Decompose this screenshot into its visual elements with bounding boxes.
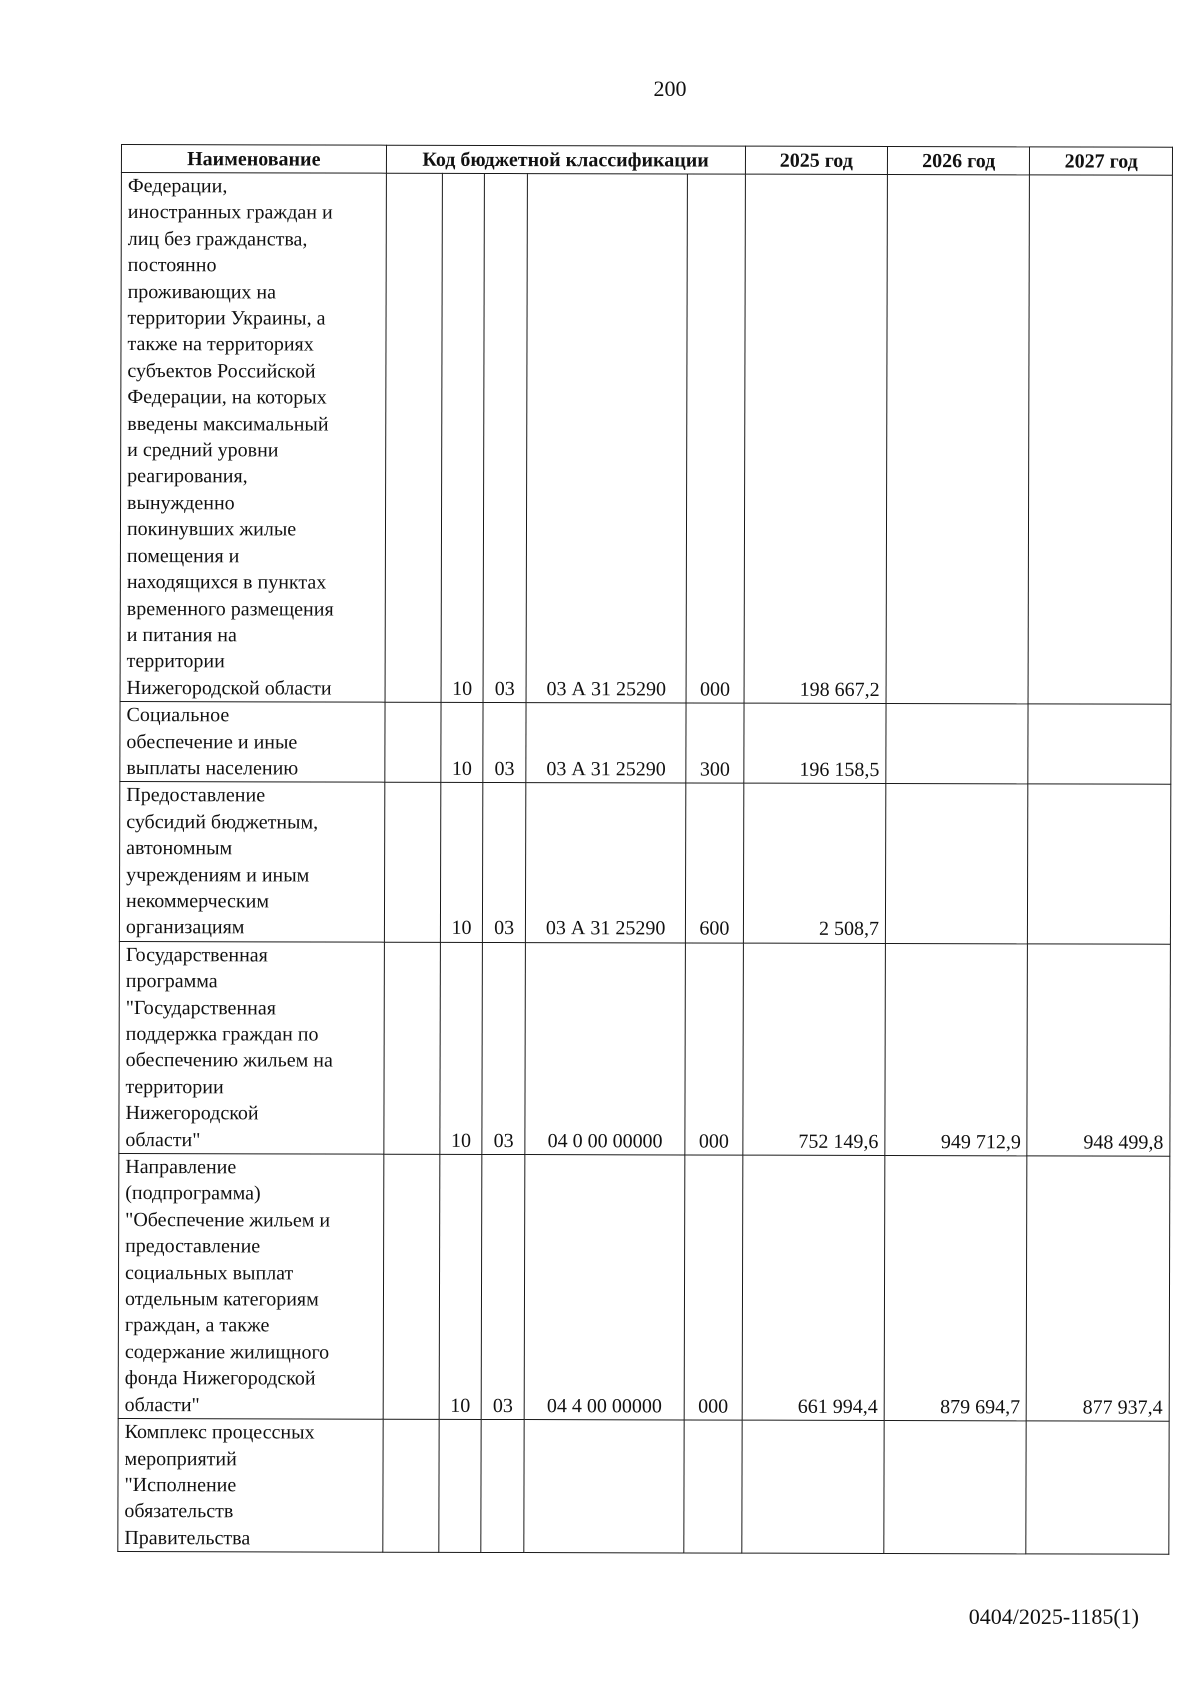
row-name-line: территории (125, 1075, 224, 1099)
page-number: 200 (653, 76, 687, 101)
amount-2026-cell (884, 1421, 1027, 1554)
target-article-cell: 03 А 31 25290 (526, 703, 687, 784)
row-name-line: поддержка граждан по (125, 1023, 319, 1046)
row-name-line: также на территориях (127, 333, 314, 356)
amount-2025-cell: 752 149,6 (742, 943, 885, 1156)
row-name-line: учреждениям и иным (126, 863, 310, 887)
section-code-cell: 10 (441, 173, 485, 702)
header-2027: 2027 год (1030, 147, 1173, 175)
table-row (118, 1154, 1170, 1422)
row-name-line: территории Украины, а (127, 307, 326, 330)
row-name-line: введены максимальный (127, 412, 329, 436)
table-row (120, 702, 1171, 785)
row-name-cell (120, 702, 385, 783)
header-2026: 2026 год (887, 147, 1030, 175)
row-name-cell (120, 173, 386, 703)
row-name-line: иностранных граждан и (127, 201, 333, 224)
row-name-line: Комплекс процессных (124, 1421, 315, 1444)
row-name-line: "Государственная (125, 996, 276, 1020)
target-article-cell: 04 0 00 00000 (525, 942, 686, 1155)
row-name-line: Федерации, (127, 175, 228, 198)
expense-type-cell: 300 (686, 703, 743, 783)
subsection-code-cell: 03 (482, 1154, 525, 1419)
row-name-cell (119, 782, 384, 942)
row-name-line: территории (126, 650, 225, 673)
row-name-line: помещения и (126, 544, 240, 567)
amount-2026-cell: 879 694,7 (884, 1156, 1027, 1421)
row-name-line: (подпрограмма) (125, 1182, 261, 1205)
amount-2026-cell (886, 175, 1030, 704)
target-article-cell (524, 1420, 685, 1553)
row-name-line: организациям (125, 916, 245, 939)
table-row (120, 173, 1172, 705)
amount-2025-cell: 196 158,5 (743, 703, 886, 784)
row-name-line: лиц без гражданства, (127, 227, 308, 251)
row-name-line: содержание жилищного (124, 1340, 330, 1364)
row-name-line: обеспечение и иные (126, 730, 298, 753)
ministry-code-cell (383, 1419, 439, 1552)
amount-2025-cell: 198 667,2 (744, 174, 888, 703)
row-name-line: Нижегородской области (126, 676, 332, 700)
ministry-code-cell (385, 702, 441, 782)
expense-type-cell: 000 (685, 1155, 743, 1420)
amount-2027-cell (1029, 175, 1173, 704)
table-row (118, 1419, 1169, 1555)
amount-2025-cell (741, 1420, 884, 1553)
document-code: 0404/2025-1185(1) (968, 1604, 1139, 1629)
row-name-cell (118, 1419, 383, 1553)
row-name-line: и средний уровни (127, 439, 279, 462)
amount-2025-cell: 2 508,7 (743, 783, 886, 943)
section-code-cell (439, 1419, 482, 1552)
ministry-code-cell (383, 1154, 440, 1419)
row-name-line: Направление (125, 1156, 237, 1179)
row-name-line: Нижегородской (125, 1102, 259, 1125)
target-article-cell: 04 4 00 00000 (524, 1155, 685, 1420)
row-name-line: временного размещения (126, 597, 334, 621)
row-name-line: предоставление (125, 1235, 261, 1258)
amount-2026-cell: 949 712,9 (885, 943, 1028, 1156)
row-name-line: Предоставление (126, 784, 266, 807)
row-name-line: субсидий бюджетным, (126, 810, 319, 834)
row-name-line: некоммерческим (125, 889, 270, 913)
row-name-line: Государственная (125, 943, 268, 967)
row-name-cell (118, 1154, 383, 1420)
row-name-line: вынужденно (127, 491, 235, 515)
row-name-line: находящихся в пунктах (126, 571, 327, 594)
section-code-cell: 10 (439, 1154, 482, 1419)
amount-2027-cell (1026, 1421, 1169, 1554)
ministry-code-cell (384, 783, 440, 943)
row-name-line: "Обеспечение жильем и (125, 1208, 331, 1232)
table-row (119, 941, 1171, 1156)
ministry-code-cell (385, 173, 442, 702)
subsection-code-cell: 03 (483, 173, 527, 702)
target-article-cell: 03 А 31 25290 (526, 174, 688, 704)
section-code-cell: 10 (440, 942, 483, 1154)
row-name-line: Социальное (126, 704, 230, 727)
row-name-line: реагирования, (127, 465, 248, 488)
target-article-cell: 03 А 31 25290 (525, 783, 686, 943)
row-name-line: мероприятий (124, 1447, 237, 1470)
row-name-cell (119, 941, 384, 1154)
subsection-code-cell (481, 1420, 524, 1553)
ministry-code-cell (384, 942, 441, 1154)
amount-2027-cell (1028, 784, 1171, 944)
row-name-line: автономным (126, 837, 233, 860)
row-name-line: субъектов Российской (127, 359, 316, 383)
table-header-row (121, 145, 1172, 176)
row-name-line: программа (125, 970, 218, 993)
row-name-line: постоянно (127, 254, 217, 277)
row-name-line: обеспечению жильем на (125, 1049, 333, 1072)
expense-type-cell (684, 1420, 742, 1553)
amount-2026-cell (885, 784, 1028, 944)
expense-type-cell: 000 (686, 174, 745, 703)
amount-2025-cell: 661 994,4 (742, 1155, 885, 1420)
expense-type-cell: 600 (686, 783, 744, 943)
row-name-line: покинувших жилые (126, 518, 297, 541)
subsection-code-cell: 03 (482, 942, 525, 1154)
subsection-code-cell: 03 (483, 783, 526, 943)
row-name-line: выплаты населению (126, 756, 299, 780)
header-name: Наименование (121, 145, 386, 174)
row-name-line: Федерации, на которых (127, 386, 327, 409)
section-code-cell: 10 (441, 702, 484, 782)
row-name-line: фонда Нижегородской (124, 1367, 316, 1390)
amount-2027-cell (1028, 704, 1171, 785)
expense-type-cell: 000 (685, 943, 743, 1155)
row-name-line: граждан, а также (124, 1314, 270, 1337)
section-code-cell: 10 (440, 783, 483, 943)
row-name-line: обязательств (124, 1500, 234, 1523)
header-code: Код бюджетной классификации (386, 145, 745, 174)
row-name-line: социальных выплат (125, 1261, 294, 1285)
header-2025: 2025 год (745, 146, 888, 174)
table-row (119, 782, 1170, 944)
row-name-line: области" (124, 1393, 200, 1416)
subsection-code-cell: 03 (483, 703, 526, 783)
budget-table (117, 144, 1173, 1555)
row-name-line: "Исполнение (124, 1473, 237, 1497)
amount-2026-cell (886, 704, 1029, 785)
row-name-line: отдельным категориям (124, 1288, 319, 1311)
row-name-line: проживающих на (127, 280, 277, 304)
amount-2027-cell: 948 499,8 (1027, 944, 1170, 1157)
table-body (118, 173, 1173, 1555)
amount-2027-cell: 877 937,4 (1027, 1156, 1170, 1421)
row-name-line: области" (125, 1128, 201, 1151)
row-name-line: и питания на (126, 623, 237, 647)
row-name-line: Правительства (124, 1526, 251, 1550)
